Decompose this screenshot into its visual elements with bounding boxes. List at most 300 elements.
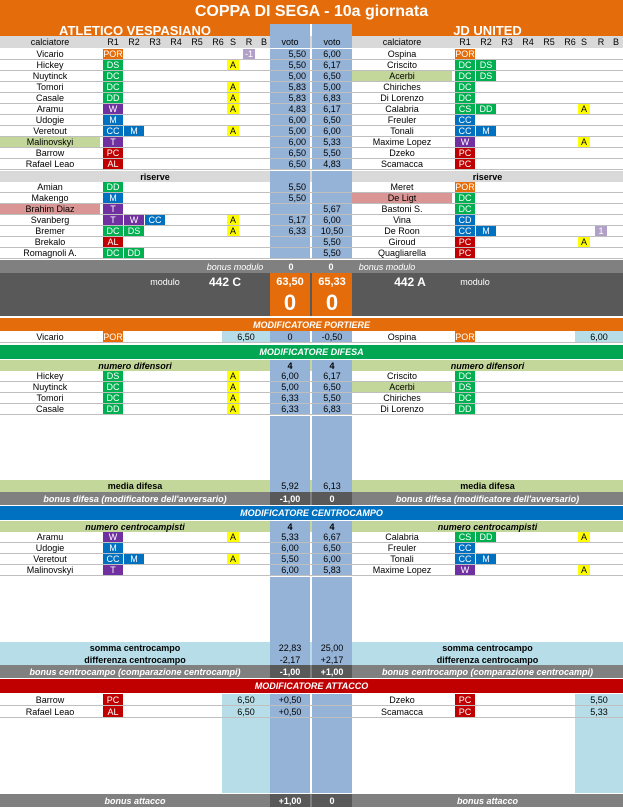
attacco-voto: 6,50	[222, 706, 270, 717]
voto-column	[270, 416, 310, 480]
role-badge: POR	[455, 49, 475, 59]
s-flag: A	[227, 126, 239, 136]
player-voto: 6,00	[312, 49, 352, 59]
r2-header: R2	[480, 37, 492, 47]
mod-count-label: numero centrocampisti	[437, 521, 538, 532]
role-badge: W	[455, 565, 475, 575]
portiere-voto: 6,00	[575, 331, 623, 342]
s-flag: A	[578, 104, 590, 114]
player-voto: 6,00	[270, 565, 310, 575]
player-name: Freuler	[387, 543, 417, 553]
role-badge: T	[103, 215, 123, 225]
player-voto	[270, 204, 310, 214]
voto-column	[312, 416, 352, 480]
bonus-centrocampo-row	[0, 665, 623, 678]
modulo-row	[0, 273, 623, 290]
away-modulo: 442 A	[394, 274, 426, 289]
mod-count-label: numero centrocampisti	[85, 521, 185, 532]
role-badge: DS	[476, 60, 496, 70]
voto-column	[270, 24, 310, 36]
player-voto: 6,50	[312, 543, 352, 553]
role-badge: M	[103, 193, 123, 203]
mark-badge: 1	[595, 226, 607, 236]
role-badge: DD	[476, 532, 496, 542]
player-name: Casale	[35, 404, 64, 414]
r-header: R	[245, 37, 253, 47]
table-row	[0, 237, 623, 248]
bonus-difesa-label: bonus difesa (modificatore dell'avversario)	[43, 493, 227, 504]
table-row	[0, 554, 623, 565]
away-somma: 25,00	[312, 642, 352, 654]
r3-header: R3	[501, 37, 513, 47]
role-badge: T	[103, 137, 123, 147]
player-voto: 5,00	[270, 126, 310, 136]
table-row	[0, 49, 623, 60]
voto-column	[312, 171, 352, 182]
somma-label: somma centrocampo	[442, 643, 533, 653]
voto-column	[312, 706, 352, 717]
player-name: Barrow	[35, 694, 65, 705]
player-name: Chiriches	[383, 393, 421, 403]
role-badge: CC	[455, 226, 475, 236]
player-voto: 6,17	[312, 371, 352, 381]
role-badge: W	[103, 104, 123, 114]
role-badge: CS	[455, 532, 475, 542]
r1-header: R1	[459, 37, 471, 47]
role-badge: T	[103, 565, 123, 575]
player-name: Udogie	[35, 543, 65, 553]
filler	[0, 416, 623, 480]
player-voto: 6,50	[270, 148, 310, 158]
player-name: Tomori	[36, 393, 64, 403]
bonus-modulo-label: bonus modulo	[358, 261, 416, 272]
home-portiere-mod: 0	[270, 331, 310, 342]
player-voto: 6,00	[270, 115, 310, 125]
role-badge: CC	[455, 115, 475, 125]
player-name: Romagnoli A.	[23, 248, 77, 258]
role-badge: CS	[455, 104, 475, 114]
media-label: media difesa	[107, 481, 163, 491]
table-row	[0, 193, 623, 204]
s-flag: A	[227, 226, 239, 236]
r4-header: R4	[522, 37, 534, 47]
player-name: Scamacca	[380, 706, 424, 717]
player-name: Acerbi	[352, 382, 452, 392]
s-header: S	[580, 37, 587, 47]
voto-column	[312, 694, 352, 705]
player-voto: 6,50	[312, 115, 352, 125]
role-badge: DD	[103, 404, 123, 414]
bonus-attacco-row	[0, 794, 623, 807]
home-count: 4	[270, 360, 310, 371]
player-name: Vicario	[36, 49, 64, 59]
role-badge: M	[476, 126, 496, 136]
away-count: 4	[312, 521, 352, 532]
player-name: Di Lorenzo	[380, 404, 424, 414]
role-badge: CC	[103, 126, 123, 136]
role-badge: PC	[103, 694, 123, 705]
attacco-column	[575, 718, 623, 793]
player-voto: 5,50	[312, 237, 352, 247]
player-name: Aramu	[36, 532, 64, 542]
player-voto: 6,00	[270, 543, 310, 553]
table-row	[0, 60, 623, 71]
role-badge: DC	[455, 60, 475, 70]
role-badge: DC	[455, 82, 475, 92]
r5-header: R5	[191, 37, 203, 47]
away-portiere-mod: -0,50	[312, 331, 352, 342]
player-voto: 5,50	[270, 49, 310, 59]
player-voto: 5,50	[270, 193, 310, 203]
player-name: Rafael Leao	[25, 159, 75, 169]
role-badge: M	[103, 543, 123, 553]
table-row	[0, 159, 623, 170]
media-difesa-row	[0, 480, 623, 492]
role-badge: PC	[455, 706, 475, 717]
role-badge: CC	[455, 543, 475, 553]
player-name: Svanberg	[30, 215, 70, 225]
role-badge: PC	[455, 694, 475, 705]
player-name: Casale	[35, 93, 64, 103]
player-voto: 5,33	[312, 137, 352, 147]
somma-row	[0, 642, 623, 654]
table-row	[0, 543, 623, 554]
somma-label: somma centrocampo	[89, 643, 181, 653]
section-difesa: MODIFICATORE DIFESA	[0, 345, 623, 359]
role-badge: DC	[103, 248, 123, 258]
table-row	[0, 115, 623, 126]
role-badge: POR	[103, 331, 123, 342]
player-voto: 4,83	[270, 104, 310, 114]
player-voto: 6,50	[312, 71, 352, 81]
team-header	[0, 24, 623, 36]
player-voto: 6,00	[312, 126, 352, 136]
away-bonus-attacco: 0	[312, 794, 352, 807]
role-badge: CC	[455, 554, 475, 564]
player-voto: 5,17	[270, 215, 310, 225]
role-badge: DC	[455, 71, 475, 81]
home-count: 4	[270, 521, 310, 532]
away-count: 4	[312, 360, 352, 371]
bonus-centrocampo-label: bonus centrocampo (comparazione centrocampi)	[29, 666, 241, 677]
away-media: 6,13	[312, 480, 352, 492]
column-headers	[0, 36, 623, 48]
home-bonus-attacco: +1,00	[270, 794, 310, 807]
home-goals: 0	[270, 290, 310, 316]
voto-column	[312, 718, 352, 793]
home-bonus-difesa: -1,00	[270, 492, 310, 505]
attacco-voto: 6,50	[222, 694, 270, 705]
table-row	[0, 71, 623, 82]
role-badge: CC	[103, 554, 123, 564]
player-name: Criscito	[386, 60, 417, 70]
table-row	[0, 148, 623, 159]
r4-header: R4	[170, 37, 182, 47]
mod-label-row	[0, 360, 623, 371]
player-name: Nuytinck	[32, 382, 68, 392]
voto-header: voto	[270, 36, 310, 48]
section-centrocampo: MODIFICATORE CENTROCAMPO	[0, 506, 623, 520]
player-voto: 6,67	[312, 532, 352, 542]
role-badge: DC	[455, 193, 475, 203]
player-name: Udogie	[35, 115, 65, 125]
s-flag: A	[227, 393, 239, 403]
s-flag: A	[227, 82, 239, 92]
role-badge: DC	[103, 393, 123, 403]
home-team-name: ATLETICO VESPASIANO	[0, 24, 270, 36]
role-badge: W	[124, 215, 144, 225]
role-badge: DC	[103, 82, 123, 92]
home-somma: 22,83	[270, 642, 310, 654]
bonus-attacco-label: bonus attacco	[456, 795, 518, 806]
r6-header: R6	[564, 37, 576, 47]
player-voto: 6,00	[270, 137, 310, 147]
voto-column	[270, 171, 310, 182]
modulo-label: modulo	[460, 276, 490, 287]
role-badge: DC	[455, 93, 475, 103]
player-name: Amian	[37, 182, 63, 192]
diff-label: differenza centrocampo	[84, 654, 186, 665]
role-badge: DS	[476, 71, 496, 81]
player-voto: 6,33	[270, 226, 310, 236]
home-bonus-cc: -1,00	[270, 665, 310, 678]
table-row	[0, 137, 623, 148]
portiere-row	[0, 331, 623, 343]
table-row	[0, 215, 623, 226]
player-voto: 5,00	[270, 382, 310, 392]
s-flag: A	[578, 237, 590, 247]
s-flag: A	[227, 93, 239, 103]
player-name: Maxime Lopez	[372, 565, 432, 575]
b-header: B	[260, 37, 267, 47]
role-badge: T	[103, 204, 123, 214]
player-voto: 5,50	[270, 554, 310, 564]
home-total: 63,50	[270, 273, 310, 290]
role-badge: M	[476, 554, 496, 564]
table-row	[0, 226, 623, 237]
r1-header: R1	[107, 37, 119, 47]
role-badge: M	[103, 115, 123, 125]
role-badge: CC	[145, 215, 165, 225]
player-name: De Ligt	[352, 193, 452, 203]
player-voto: 6,33	[270, 393, 310, 403]
voto-column	[312, 24, 352, 36]
player-voto: 5,00	[270, 71, 310, 81]
s-header: S	[229, 37, 236, 47]
goals-row	[0, 290, 623, 316]
player-name: Scamacca	[380, 159, 424, 169]
home-diff: -2,17	[270, 654, 310, 665]
player-name: Bremer	[35, 226, 65, 236]
role-badge: AL	[103, 706, 123, 717]
s-flag: A	[578, 137, 590, 147]
player-voto: 5,83	[270, 82, 310, 92]
player-name: Nuytinck	[32, 71, 68, 81]
away-total: 65,33	[312, 273, 352, 290]
player-name: Veretout	[33, 126, 67, 136]
role-badge: DC	[103, 71, 123, 81]
player-voto: 6,50	[312, 382, 352, 392]
player-voto: 6,17	[312, 60, 352, 70]
mod-count-label: numero difensori	[450, 360, 525, 371]
voto-column	[270, 577, 310, 642]
player-name: Aramu	[36, 104, 64, 114]
r6-header: R6	[212, 37, 224, 47]
player-name: Hickey	[36, 371, 64, 381]
player-voto	[270, 248, 310, 258]
away-goals: 0	[312, 290, 352, 316]
bonus-modulo-label: bonus modulo	[206, 261, 264, 272]
bonus-modulo-row	[0, 260, 623, 273]
table-row	[0, 82, 623, 93]
mod-label-row	[0, 521, 623, 532]
s-flag: A	[227, 371, 239, 381]
s-flag: A	[578, 565, 590, 575]
role-badge: DC	[103, 382, 123, 392]
player-voto: 6,00	[270, 371, 310, 381]
role-badge: DD	[103, 182, 123, 192]
away-diff: +2,17	[312, 654, 352, 665]
table-row	[0, 393, 623, 404]
role-badge: DC	[455, 371, 475, 381]
reserves-header	[0, 171, 623, 182]
role-badge: DD	[455, 404, 475, 414]
player-voto: 6,00	[312, 215, 352, 225]
player-name: Brekalo	[34, 237, 66, 247]
player-name: Tonali	[390, 554, 414, 564]
away-bonus-cc: +1,00	[312, 665, 352, 678]
away-bonus-modulo: 0	[328, 261, 334, 272]
role-badge: W	[455, 137, 475, 147]
role-badge: PC	[103, 148, 123, 158]
r5-header: R5	[543, 37, 555, 47]
player-voto	[270, 237, 310, 247]
modulo-label: modulo	[150, 276, 180, 287]
media-label: media difesa	[460, 481, 515, 491]
player-name: Meret	[390, 182, 414, 192]
role-badge: DD	[124, 248, 144, 258]
role-badge: POR	[455, 331, 475, 342]
home-media: 5,92	[270, 480, 310, 492]
attacco-column	[222, 718, 270, 793]
player-name: Freuler	[387, 115, 417, 125]
role-badge: DS	[103, 371, 123, 381]
filler	[0, 577, 623, 642]
s-flag: A	[578, 532, 590, 542]
away-bonus-difesa: 0	[312, 492, 352, 505]
s-flag: A	[227, 104, 239, 114]
player-name: Calabria	[385, 532, 419, 542]
table-row	[0, 371, 623, 382]
role-badge: PC	[455, 237, 475, 247]
role-badge: W	[103, 532, 123, 542]
player-name: Calabria	[385, 104, 419, 114]
player-voto: 5,67	[312, 204, 352, 214]
r2-header: R2	[128, 37, 140, 47]
diff-row	[0, 654, 623, 665]
table-row	[0, 182, 623, 193]
table-row	[0, 204, 623, 215]
home-bonus-modulo: 0	[288, 261, 294, 272]
attacco-voto: 5,50	[575, 694, 623, 705]
role-badge: DD	[103, 93, 123, 103]
role-badge: DC	[103, 226, 123, 236]
filler	[0, 718, 623, 793]
player-name: Brahim Diaz	[0, 204, 100, 214]
table-row	[0, 248, 623, 259]
player-name: Tonali	[390, 126, 414, 136]
player-voto: 6,00	[312, 554, 352, 564]
player-name: Dzeko	[389, 694, 415, 705]
role-badge: AL	[103, 159, 123, 169]
role-badge: M	[124, 126, 144, 136]
table-row	[0, 126, 623, 137]
table-row	[0, 706, 623, 718]
player-name: Malinovskyi	[0, 137, 100, 147]
player-name: De Roon	[384, 226, 420, 236]
player-voto	[312, 182, 352, 192]
role-badge: DS	[103, 60, 123, 70]
bonus-attacco-label: bonus attacco	[104, 795, 166, 806]
player-header: calciatore	[382, 37, 422, 47]
player-voto: 4,83	[312, 159, 352, 169]
player-voto: 6,83	[312, 93, 352, 103]
player-name: Rafael Leao	[25, 706, 75, 717]
page-title: COPPA DI SEGA - 10a giornata	[0, 0, 623, 24]
player-voto: 5,83	[270, 93, 310, 103]
home-modulo: 442 C	[208, 274, 242, 289]
s-flag: A	[227, 382, 239, 392]
attacco-bonus: +0,50	[270, 694, 310, 705]
player-voto: 6,33	[270, 404, 310, 414]
bonus-difesa-label: bonus difesa (modificatore dell'avversario)	[395, 493, 580, 504]
b-header: B	[612, 37, 619, 47]
player-voto	[312, 193, 352, 203]
player-voto: 5,00	[312, 82, 352, 92]
role-badge: DS	[455, 382, 475, 392]
bonus-difesa-row	[0, 492, 623, 505]
role-badge: CD	[455, 215, 475, 225]
role-badge: CC	[455, 126, 475, 136]
role-badge: AL	[103, 237, 123, 247]
portiere-voto: 6,50	[222, 331, 270, 342]
s-flag: A	[227, 60, 239, 70]
player-name: Chiriches	[383, 82, 421, 92]
player-name: Bastoni S.	[381, 204, 423, 214]
r3-header: R3	[149, 37, 161, 47]
role-badge: PC	[455, 248, 475, 258]
player-name: Criscito	[386, 371, 417, 381]
player-name: Acerbi	[352, 71, 452, 81]
player-voto: 5,33	[270, 532, 310, 542]
role-badge: M	[476, 226, 496, 236]
attacco-voto: 5,33	[575, 706, 623, 717]
voto-column	[270, 718, 310, 793]
table-row	[0, 104, 623, 115]
table-row	[0, 382, 623, 393]
player-name: Ospina	[387, 331, 417, 342]
voto-column	[312, 577, 352, 642]
player-voto: 5,83	[312, 565, 352, 575]
player-voto: 6,50	[270, 159, 310, 169]
player-name: Maxime Lopez	[372, 137, 432, 147]
player-voto: 6,17	[312, 104, 352, 114]
player-voto: 5,50	[312, 393, 352, 403]
player-name: Makengo	[31, 193, 69, 203]
mod-count-label: numero difensori	[98, 360, 172, 371]
attacco-bonus: +0,50	[270, 706, 310, 717]
player-name: Hickey	[36, 60, 64, 70]
